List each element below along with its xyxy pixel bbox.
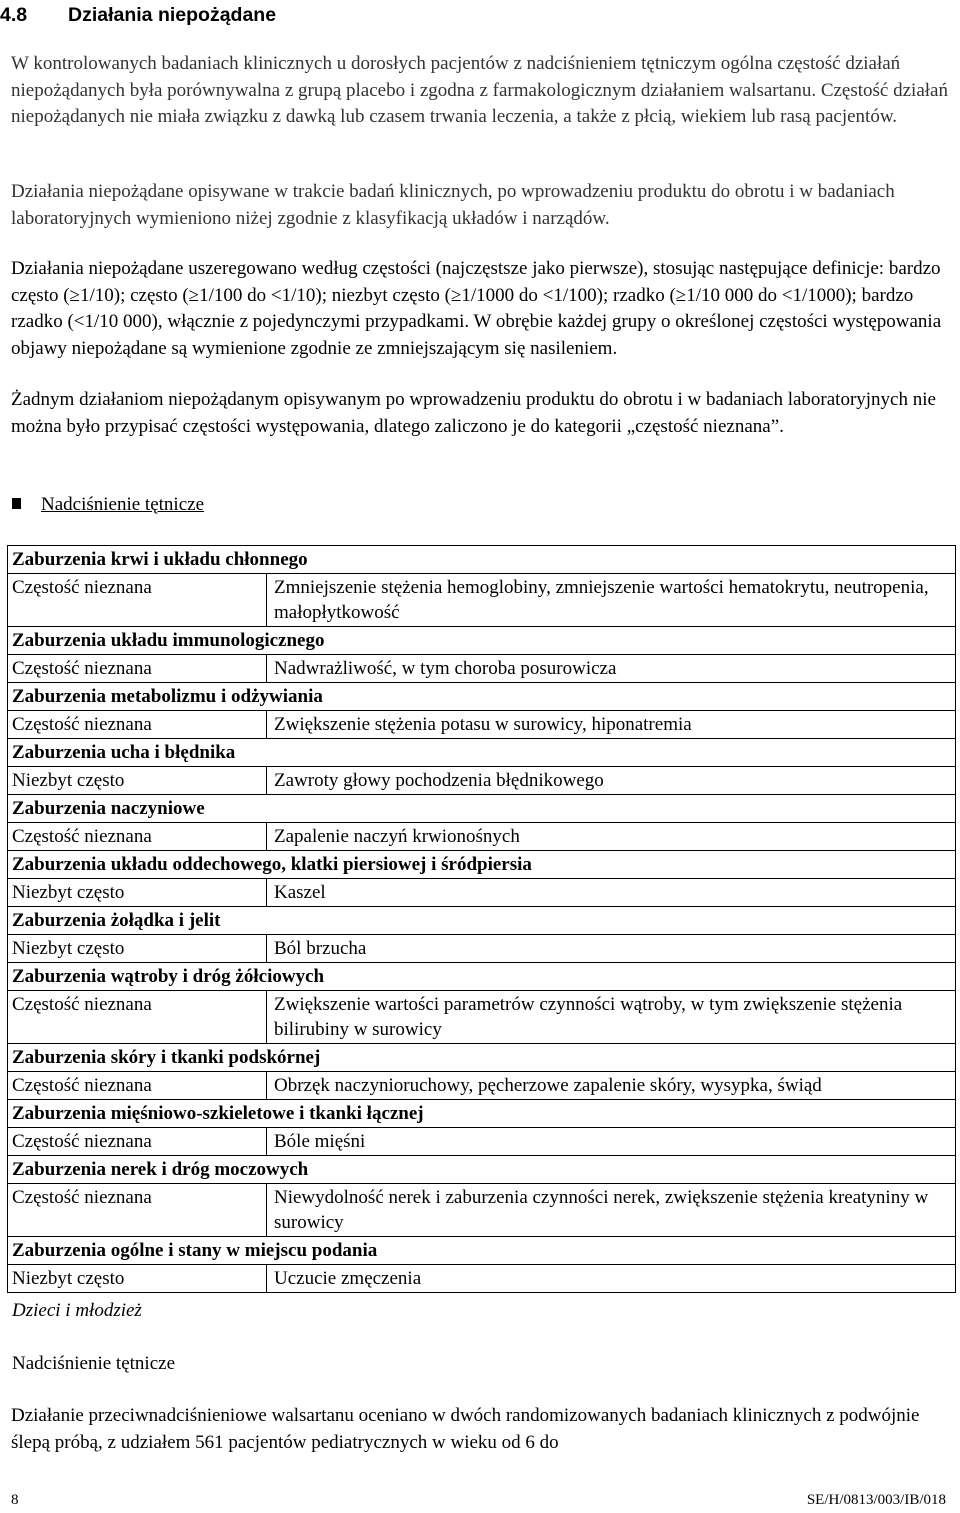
table-category-row [8, 1100, 956, 1128]
reaction-cell: Ból brzucha [267, 935, 956, 963]
frequency-cell: Częstość nieznana [8, 655, 267, 683]
page-number: 8 [11, 1492, 19, 1508]
section-title: Działania niepożądane [68, 4, 277, 26]
frequency-cell: Częstość nieznana [8, 1128, 267, 1156]
organ-class-cell: Zaburzenia ogólne i stany w miejscu podania [8, 1237, 956, 1265]
table-category-row [8, 963, 956, 991]
organ-class-cell: Zaburzenia skóry i tkanki podskórnej [8, 1044, 956, 1072]
frequency-cell: Częstość nieznana [8, 1072, 267, 1100]
reaction-cell: Kaszel [267, 879, 956, 907]
reaction-cell: Zawroty głowy pochodzenia błędnikowego [267, 767, 956, 795]
table-category-row [8, 1156, 956, 1184]
table-category-row [8, 683, 956, 711]
table-category-row [8, 546, 956, 574]
organ-class-cell: Zaburzenia żołądka i jelit [8, 907, 956, 935]
table-category-row [8, 739, 956, 767]
table-category-row [8, 627, 956, 655]
organ-class-cell: Zaburzenia metabolizmu i odżywiania [8, 683, 956, 711]
reaction-cell: Nadwrażliwość, w tym choroba posurowicza [267, 655, 956, 683]
hypertension-subheading: Nadciśnienie tętnicze [12, 1353, 176, 1374]
intro-paragraph: W kontrolowanych badaniach klinicznych u dorosłych pacjentów z nadciśnieniem tętniczym ogólna częstość działań niepożądanych była porównywalna z grupą placebo i zgodna z farmakologicznym działaniem walsartanu. Częstość działań niepożądanych nie miała związku z dawką lub czasem trwania leczenia, a także z płcią, wiekiem lub rasą pacjentów. [11, 53, 948, 127]
frequency-cell: Częstość nieznana [8, 711, 267, 739]
table-row [8, 1072, 956, 1100]
bullet-heading-label: Nadciśnienie tętnicze [41, 494, 205, 515]
reaction-cell: Zmniejszenie stężenia hemoglobiny, zmniejszenie wartości hematokrytu, neutropenia, małopłytkowość [267, 574, 956, 627]
frequency-cell: Niezbyt często [8, 879, 267, 907]
frequency-cell: Częstość nieznana [8, 1184, 267, 1237]
table-category-row [8, 907, 956, 935]
organ-class-cell: Zaburzenia nerek i dróg moczowych [8, 1156, 956, 1184]
children-subheading: Dzieci i młodzież [12, 1300, 142, 1321]
reaction-cell: Niewydolność nerek i zaburzenia czynności nerek, zwiększenie stężenia kreatyniny w surowicy [267, 1184, 956, 1237]
table-category-row [8, 1237, 956, 1265]
adverse-reactions-table [7, 545, 956, 1293]
table-category-row [8, 851, 956, 879]
reaction-cell: Obrzęk naczynioruchowy, pęcherzowe zapalenie skóry, wysypka, świąd [267, 1072, 956, 1100]
table-row [8, 935, 956, 963]
organ-class-cell: Zaburzenia mięśniowo-szkieletowe i tkanki łącznej [8, 1100, 956, 1128]
reaction-cell: Zwiększenie wartości parametrów czynności wątroby, w tym zwiększenie stężenia bilirubiny w surowicy [267, 991, 956, 1044]
frequency-cell: Niezbyt często [8, 935, 267, 963]
frequency-definitions-paragraph: Działania niepożądane uszeregowano według częstości (najczęstsze jako pierwsze), stosując następujące definicje: bardzo często (≥1/10); często (≥1/100 do <1/10); niezbyt często (≥1/1000 do <1/100); rzadko (≥1/10 000 do <1/1000); bardzo rzadko (<1/10 000), włącznie z pojedynczymi przypadkami. W obrębie każdej grupy o określonej częstości występowania objawy niepożądane są wymienione zgodnie ze zmniejszającym się nasileniem. [11, 258, 942, 359]
reaction-cell: Zwiększenie stężenia potasu w surowicy, hiponatremia [267, 711, 956, 739]
organ-class-cell: Zaburzenia układu oddechowego, klatki piersiowej i śródpiersia [8, 851, 956, 879]
section-number: 4.8 [0, 4, 28, 26]
frequency-cell: Niezbyt często [8, 767, 267, 795]
document-reference: SE/H/0813/003/IB/018 [806, 1492, 946, 1508]
table-row [8, 574, 956, 627]
table-category-row [8, 795, 956, 823]
organ-class-cell: Zaburzenia układu immunologicznego [8, 627, 956, 655]
unknown-frequency-paragraph: Żadnym działaniom niepożądanym opisywanym po wprowadzeniu produktu do obrotu i w badaniach laboratoryjnych nie można było przypisać częstości występowania, dlatego zaliczono je do kategorii „częstość nieznana”. [11, 389, 936, 437]
table-row [8, 1128, 956, 1156]
table-row [8, 1184, 956, 1237]
table-row [8, 879, 956, 907]
square-bullet-icon [12, 498, 21, 509]
section-heading [0, 2, 960, 28]
organ-class-cell: Zaburzenia wątroby i dróg żółciowych [8, 963, 956, 991]
table-row [8, 991, 956, 1044]
organ-class-cell: Zaburzenia ucha i błędnika [8, 739, 956, 767]
table-row [8, 711, 956, 739]
organ-class-cell: Zaburzenia naczyniowe [8, 795, 956, 823]
reaction-cell: Uczucie zmęczenia [267, 1265, 956, 1293]
table-category-row [8, 1044, 956, 1072]
organ-class-cell: Zaburzenia krwi i układu chłonnego [8, 546, 956, 574]
classification-paragraph: Działania niepożądane opisywane w trakcie badań klinicznych, po wprowadzeniu produktu do obrotu i w badaniach laboratoryjnych wymieniono niżej zgodnie z klasyfikacją układów i narządów. [11, 181, 895, 229]
table-row [8, 655, 956, 683]
table-row [8, 823, 956, 851]
reaction-cell: Zapalenie naczyń krwionośnych [267, 823, 956, 851]
frequency-cell: Częstość nieznana [8, 823, 267, 851]
frequency-cell: Częstość nieznana [8, 991, 267, 1044]
frequency-cell: Częstość nieznana [8, 574, 267, 627]
table-row [8, 1265, 956, 1293]
reaction-cell: Bóle mięśni [267, 1128, 956, 1156]
pediatric-paragraph: Działanie przeciwnadciśnieniowe walsartanu oceniano w dwóch randomizowanych badaniach klinicznych z podwójnie ślepą próbą, z udziałem 561 pacjentów pediatrycznych w wieku od 6 do [11, 1405, 920, 1453]
table-row [8, 767, 956, 795]
frequency-cell: Niezbyt często [8, 1265, 267, 1293]
